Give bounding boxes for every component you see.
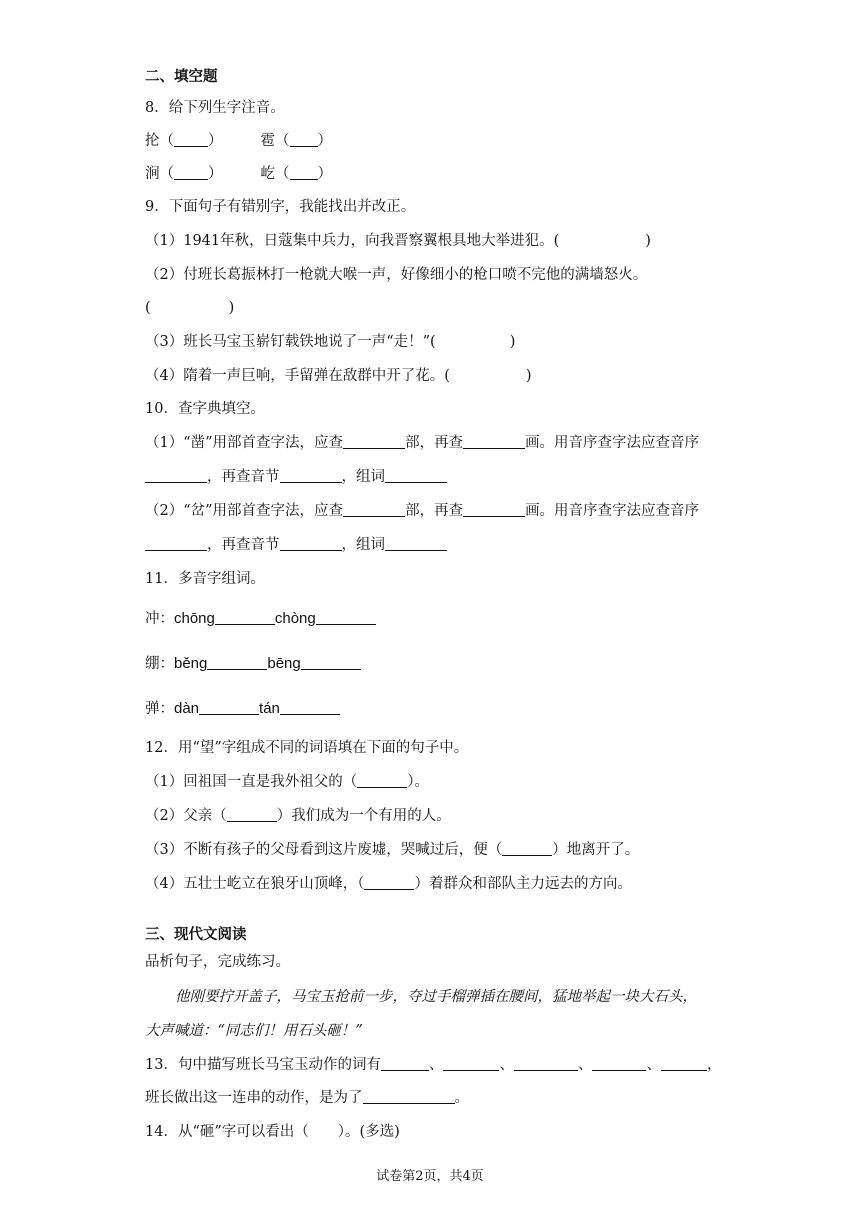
answer-blank[interactable] <box>301 654 361 670</box>
answer-blank[interactable] <box>343 433 405 449</box>
section-title-fill-blank: 二、填空题 <box>145 68 218 85</box>
answer-blank[interactable] <box>502 840 552 856</box>
paren-close: ) <box>525 368 532 384</box>
text: 、 <box>577 1057 593 1073</box>
sentence-text: （3）班长马宝玉崭钉载铁地说了一声“走！”( <box>145 334 436 350</box>
pinyin: chōng <box>174 610 215 627</box>
answer-blank[interactable] <box>592 1055 646 1071</box>
answer-blank[interactable] <box>280 467 342 483</box>
text: 13．句中描写班长马宝玉动作的词有 <box>145 1057 381 1073</box>
text: ，再查音节 <box>207 469 280 485</box>
text: ， <box>706 1057 722 1073</box>
question-9-title: 9．下面句子有错别字，我能找出并改正。 <box>145 199 416 215</box>
question-9-sentence-3 <box>145 332 515 352</box>
answer-blank[interactable] <box>290 131 318 147</box>
answer-blank[interactable] <box>174 164 208 180</box>
question-10-part-1-line-2 <box>145 467 447 487</box>
text: ）地离开了。 <box>552 842 640 858</box>
answer-blank[interactable] <box>145 535 207 551</box>
text: ，组词 <box>341 537 385 553</box>
question-12-sentence-1 <box>145 772 429 792</box>
question-12-sentence-4 <box>145 874 632 894</box>
paren-close: ） <box>317 133 332 149</box>
answer-blank[interactable] <box>290 164 318 180</box>
char-label: 屹（ <box>260 166 290 182</box>
paren-close: ) <box>509 334 516 350</box>
answer-blank[interactable] <box>385 467 447 483</box>
text: （2）父亲（ <box>145 808 227 824</box>
text: 、 <box>646 1057 661 1073</box>
question-8-row-1 <box>145 131 332 151</box>
answer-blank[interactable] <box>381 1055 429 1071</box>
answer-blank[interactable] <box>463 433 525 449</box>
pinyin: tán <box>259 700 280 717</box>
text: 、 <box>428 1057 444 1073</box>
text: ）我们成为一个有用的人。 <box>276 808 451 824</box>
question-13-line-2 <box>145 1088 469 1108</box>
answer-blank[interactable] <box>661 1055 707 1071</box>
answer-blank[interactable] <box>199 699 259 715</box>
answer-blank[interactable] <box>227 806 277 822</box>
answer-blank[interactable] <box>280 699 340 715</box>
pinyin: bēng <box>267 655 301 672</box>
char-label: 冲： <box>145 611 174 627</box>
answer-blank[interactable] <box>174 131 208 147</box>
text: 班长做出这一连串的动作，是为了 <box>145 1090 363 1106</box>
text: 画。用音序查字法应查音序 <box>525 435 700 451</box>
paren-close: ） <box>208 133 223 149</box>
char-label: 雹（ <box>260 133 290 149</box>
answer-blank[interactable] <box>363 1088 455 1104</box>
sentence-text: （1）1941年秋，日蔻集中兵力，向我晋察翼根具地大举进犯。( <box>145 233 560 249</box>
pinyin: dàn <box>174 700 200 717</box>
text: ，再查音节 <box>207 537 280 553</box>
answer-blank[interactable] <box>343 501 405 517</box>
answer-blank[interactable] <box>207 654 267 670</box>
question-12-title: 12．用“望”字组成不同的词语填在下面的句子中。 <box>145 740 469 756</box>
answer-blank[interactable] <box>215 609 275 625</box>
answer-blank[interactable] <box>463 501 525 517</box>
paren-close: ） <box>317 166 332 182</box>
text: （1）“凿”用部首查字法，应查 <box>145 435 344 451</box>
char-label: 弹： <box>145 701 174 717</box>
question-10-part-1-line-1 <box>145 433 699 453</box>
section-title-reading: 三、现代文阅读 <box>145 926 247 943</box>
question-13-line-1 <box>145 1055 721 1075</box>
answer-blank[interactable] <box>357 772 407 788</box>
text: ）着群众和部队主力远去的方向。 <box>414 876 632 892</box>
page-footer: 试卷第2页，共4页 <box>376 1169 484 1184</box>
paren-open: ( <box>145 300 151 316</box>
polyphone-row-chong <box>145 609 376 629</box>
answer-blank[interactable] <box>514 1055 578 1071</box>
question-10-title: 10．查字典填空。 <box>145 401 265 417</box>
polyphone-row-dan <box>145 699 340 719</box>
text: 部，再查 <box>405 503 464 519</box>
question-10-part-2-line-2 <box>145 535 447 555</box>
paren-close: ） <box>208 166 223 182</box>
answer-blank[interactable] <box>316 609 376 625</box>
pinyin: běng <box>174 655 208 672</box>
text: （4）五壮士屹立在狼牙山顶峰，（ <box>145 876 365 892</box>
text: 、 <box>499 1057 514 1073</box>
question-8-row-2 <box>145 164 332 184</box>
answer-blank[interactable] <box>443 1055 499 1071</box>
question-9-sentence-2-answer <box>145 298 234 318</box>
text: （1）回祖国一直是我外祖父的（ <box>145 774 358 790</box>
question-11-title: 11．多音字组词。 <box>145 571 265 587</box>
text: 部，再查 <box>405 435 464 451</box>
question-8-title: 8．给下列生字注音。 <box>145 100 285 116</box>
answer-blank[interactable] <box>364 874 414 890</box>
question-9-sentence-1 <box>145 231 651 251</box>
question-14-title: 14．从“砸”字可以看出（ ）。(多选) <box>145 1124 400 1140</box>
question-12-sentence-3 <box>145 840 639 860</box>
pinyin: chòng <box>274 610 316 627</box>
char-label: 绷： <box>145 656 174 672</box>
char-label: 抡（ <box>145 133 174 149</box>
text: 。 <box>454 1090 469 1106</box>
char-label: 涧（ <box>145 166 174 182</box>
text: ，组词 <box>341 469 385 485</box>
answer-blank[interactable] <box>280 535 342 551</box>
answer-blank[interactable] <box>145 467 207 483</box>
reading-passage-line-1: 他刚要拧开盖子，马宝玉抢前一步，夺过手榴弹插在腰间，猛地举起一块大石头， <box>175 989 697 1005</box>
sentence-text: （4）隋着一声巨响，手留弹在敌群中开了花。( <box>145 368 450 384</box>
paren-close: ) <box>228 300 235 316</box>
reading-intro: 品析句子，完成练习。 <box>145 954 290 970</box>
text: （2）“岔”用部首查字法，应查 <box>145 503 344 519</box>
text: （3）不断有孩子的父母看到这片废墟，哭喊过后，便（ <box>145 842 503 858</box>
question-9-sentence-4 <box>145 366 532 386</box>
polyphone-row-beng <box>145 654 361 674</box>
question-9-sentence-2: （2）付班长葛振林打一枪就大喉一声，好像细小的枪口喷不完他的满墙怒火。 <box>145 267 648 283</box>
reading-passage-line-2: 大声喊道：“同志们！用石头砸！” <box>145 1023 363 1039</box>
text: ）。 <box>407 774 429 790</box>
question-10-part-2-line-1 <box>145 501 699 521</box>
paren-close: ) <box>645 233 651 249</box>
text: 画。用音序查字法应查音序 <box>525 503 700 519</box>
answer-blank[interactable] <box>385 535 447 551</box>
question-12-sentence-2 <box>145 806 451 826</box>
